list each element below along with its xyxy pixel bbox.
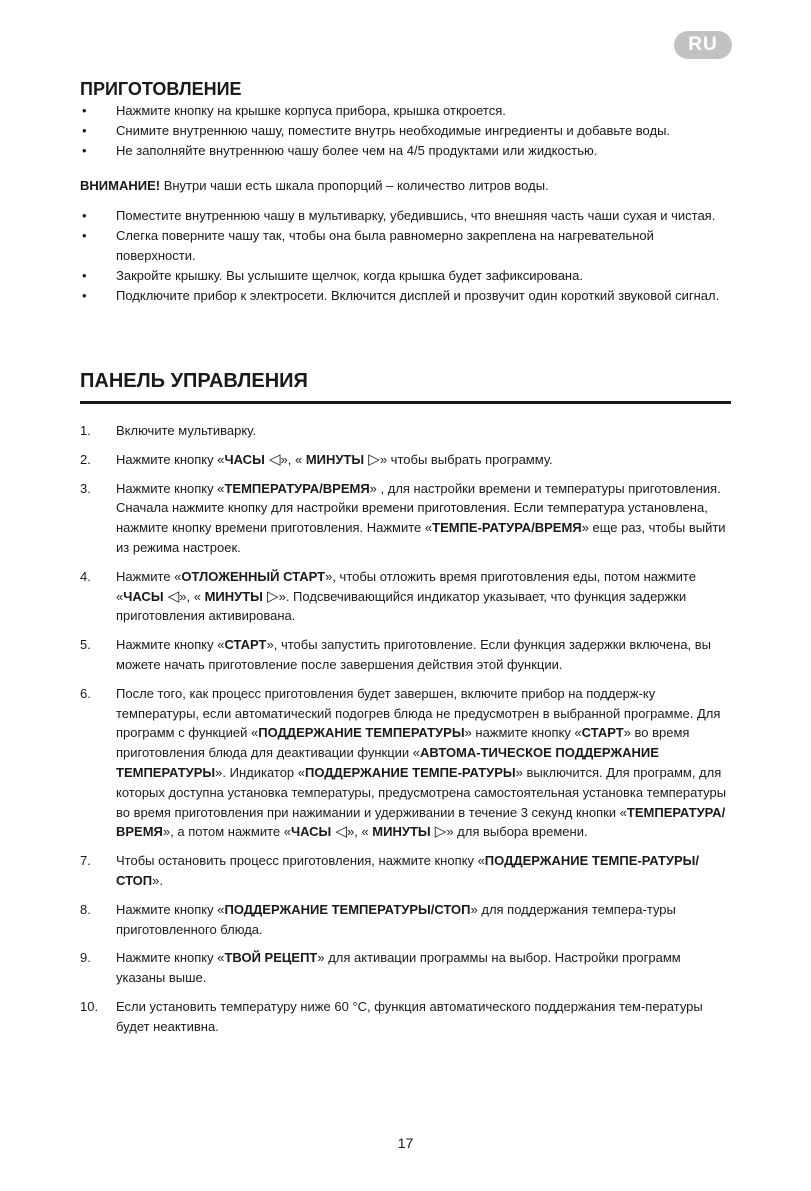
section-title-preparation: ПРИГОТОВЛЕНИЕ xyxy=(80,79,242,99)
setup-bullet-item xyxy=(80,266,731,286)
step-text: Включите мультиварку. xyxy=(116,423,256,438)
control-steps xyxy=(80,421,731,1046)
button-name: ЧАСЫ xyxy=(123,588,164,604)
warning-paragraph xyxy=(80,176,731,196)
preparation-bullet-item xyxy=(80,141,731,161)
button-name: ПОДДЕРЖАНИЕ ТЕМПЕ-РАТУРЫ/СТОП xyxy=(116,853,700,888)
step-text: ». Индикатор « xyxy=(215,764,306,780)
step-item xyxy=(80,684,731,842)
step-text: Нажмите кнопку « xyxy=(116,901,225,917)
step-text: ». xyxy=(152,872,163,888)
step-text: Нажмите кнопку « xyxy=(116,451,225,467)
step-text: » выключится. Для программ, для которых доступна установка температуры, предусмотрена самостоятельная установка температуры во время приготовления при нажимании и удерживании в течение 3 секунд кнопки « xyxy=(116,764,727,820)
step-item xyxy=(80,421,731,441)
button-name: ТЕМПЕРАТУРА/ВРЕМЯ xyxy=(116,804,726,840)
warning-text: Внутри чаши есть шкала пропорций – количество литров воды. xyxy=(160,178,549,193)
section-divider xyxy=(80,401,731,404)
step-number: 1. xyxy=(80,423,91,438)
step-text: Нажмите кнопку « xyxy=(116,480,225,496)
step-text: » нажмите кнопку « xyxy=(464,725,582,741)
step-text: Если установить температуру ниже 60 °С, функция автоматического поддержания тем-пературы будет неактивна. xyxy=(116,998,703,1034)
page-number: 17 xyxy=(397,1135,414,1151)
step-text: », чтобы отложить время приготовления еды, потом нажмите « xyxy=(116,568,696,604)
language-badge: RU xyxy=(674,31,732,59)
button-name: ПОДДЕРЖАНИЕ ТЕМПЕРАТУРЫ xyxy=(258,725,465,741)
preparation-bullet-text: Снимите внутреннюю чашу, поместите внутрь необходимые ингредиенты и добавьте воды. xyxy=(116,123,671,138)
button-name: СТАРТ xyxy=(581,725,624,741)
step-number: 2. xyxy=(80,451,91,467)
step-text: Нажмите « xyxy=(116,568,182,584)
step-text: » для выбора времени. xyxy=(446,824,588,840)
step-number: 7. xyxy=(80,853,91,869)
step-text: » еще раз, чтобы выйти из режима настроек. xyxy=(116,520,726,555)
setup-bullet-item xyxy=(80,286,731,306)
step-number: 3. xyxy=(80,480,91,496)
section-title-control-panel: ПАНЕЛЬ УПРАВЛЕНИЯ xyxy=(80,370,308,392)
step-text: » чтобы выбрать программу. xyxy=(379,451,553,467)
step-text: Чтобы остановить процесс приготовления, нажмите кнопку « xyxy=(116,853,485,869)
button-name: ПОДДЕРЖАНИЕ ТЕМПЕРАТУРЫ/СТОП xyxy=(224,901,471,917)
step-item xyxy=(80,567,731,626)
button-name: ОТЛОЖЕННЫЙ СТАРТ xyxy=(181,568,326,584)
step-text: », « xyxy=(347,824,373,840)
step-text: Нажмите кнопку « xyxy=(116,637,225,653)
step-text: » , для настройки времени и температуры приготовления. Сначала нажмите кнопку для настройки времени приготовления. Если температура установлена, нажмите кнопку времени приготовления. Нажмите « xyxy=(116,480,721,536)
arrow-triangle-icon: ▷ xyxy=(430,823,447,841)
button-name: АВТОМА-ТИЧЕСКОЕ ПОДДЕРЖАНИЕ ТЕМПЕРАТУРЫ xyxy=(116,745,659,780)
button-name: ТЕМПЕ-РАТУРА/ВРЕМЯ xyxy=(432,520,582,536)
bullet-dot-icon: • xyxy=(82,228,87,243)
setup-bullet-item xyxy=(80,226,731,266)
step-item xyxy=(80,997,731,1037)
button-name: СТАРТ xyxy=(224,637,267,653)
preparation-bullet-item xyxy=(80,121,731,141)
step-text: », « xyxy=(179,588,205,604)
step-text: » во время приготовления блюда для деактивации функции « xyxy=(116,725,690,761)
setup-bullet-text: Закройте крышку. Вы услышите щелчок, когда крышка будет зафиксирована. xyxy=(116,268,583,283)
preparation-bullet-text: Нажмите кнопку на крышке корпуса прибора, крышка откроется. xyxy=(116,103,506,118)
step-item xyxy=(80,900,731,940)
step-text: » для активации программы на выбор. Настройки программ указаны выше. xyxy=(116,950,681,986)
step-number: 4. xyxy=(80,568,91,584)
preparation-bullet-item xyxy=(80,101,731,121)
button-name: ТЕМПЕРАТУРА/ВРЕМЯ xyxy=(224,480,370,496)
step-number: 8. xyxy=(80,901,91,917)
arrow-triangle-icon: ◁ xyxy=(163,587,180,605)
arrow-triangle-icon: ◁ xyxy=(264,450,281,468)
button-name: ТВОЙ РЕЦЕПТ xyxy=(224,950,318,966)
warning-label: ВНИМАНИЕ! xyxy=(80,178,161,193)
step-text: ». Подсвечивающийся индикатор указывает, что функция задержки приготовления активирована. xyxy=(116,588,687,624)
setup-bullet-text: Слегка поверните чашу так, чтобы она была равномерно закреплена на нагревательной поверхности. xyxy=(116,228,654,263)
bullet-dot-icon: • xyxy=(82,143,87,158)
step-number: 5. xyxy=(80,637,91,653)
setup-bullet-item xyxy=(80,206,731,226)
button-name: ПОДДЕРЖАНИЕ ТЕМПЕ-РАТУРЫ xyxy=(305,764,516,780)
bullet-dot-icon: • xyxy=(82,288,87,303)
setup-bullets xyxy=(80,206,731,306)
step-item xyxy=(80,635,731,675)
step-text: », а потом нажмите « xyxy=(162,824,291,840)
preparation-bullet-text: Не заполняйте внутреннюю чашу более чем на 4/5 продуктами или жидкостью. xyxy=(116,143,598,158)
step-text: », чтобы запустить приготовление. Если функция задержки включена, вы можете начать приготовление после завершения действия этой функции. xyxy=(116,637,712,672)
bullet-dot-icon: • xyxy=(82,103,87,118)
step-number: 9. xyxy=(80,950,91,966)
step-item xyxy=(80,479,731,558)
step-text: Нажмите кнопку « xyxy=(116,950,225,966)
button-name: ЧАСЫ xyxy=(224,451,265,467)
button-name: МИНУТЫ xyxy=(372,824,431,840)
step-item xyxy=(80,948,731,988)
step-number: 10. xyxy=(80,998,99,1014)
step-item xyxy=(80,450,731,470)
preparation-bullets xyxy=(80,101,731,161)
arrow-triangle-icon: ◁ xyxy=(331,823,347,841)
button-name: МИНУТЫ xyxy=(204,588,263,604)
step-text: После того, как процесс приготовления будет завершен, включите прибор на поддерж-ку температуры, если автоматический подогрев блюда не предусмотрен в выбранной программе. Для программ с функцией « xyxy=(116,685,721,741)
bullet-dot-icon: • xyxy=(82,208,87,223)
button-name: МИНУТЫ xyxy=(305,451,365,467)
button-name: ЧАСЫ xyxy=(290,824,332,840)
arrow-triangle-icon: ▷ xyxy=(364,450,380,468)
step-number: 6. xyxy=(80,685,91,701)
step-item xyxy=(80,851,731,891)
step-text: », « xyxy=(280,451,306,467)
step-text: » для поддержания темпера-туры приготовленного блюда. xyxy=(116,901,676,937)
setup-bullet-text: Поместите внутреннюю чашу в мультиварку, убедившись, что внешняя часть чаши сухая и чистая. xyxy=(116,208,716,223)
setup-bullet-text: Подключите прибор к электросети. Включится дисплей и прозвучит один короткий звуковой сигнал. xyxy=(116,288,720,303)
bullet-dot-icon: • xyxy=(82,123,87,138)
arrow-triangle-icon: ▷ xyxy=(262,587,279,605)
bullet-dot-icon: • xyxy=(82,268,87,283)
